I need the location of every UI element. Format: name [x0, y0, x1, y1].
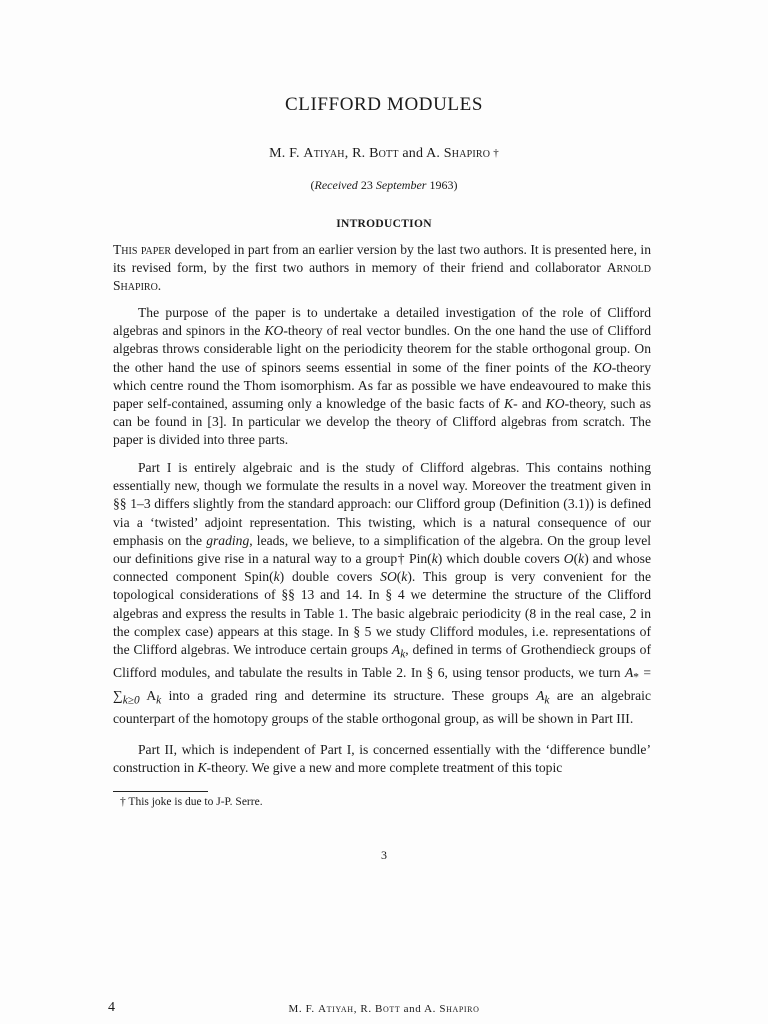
- running-head-author: Bott: [375, 1003, 401, 1015]
- section-heading-introduction: INTRODUCTION: [336, 218, 432, 230]
- math-a: A: [536, 687, 545, 703]
- math-k: k: [578, 551, 585, 567]
- paragraph-text: ). This group is very convenient for the topological considerations of §§ 13 and 14. In § 4 we determine the structure of the Clifford algebras and express the results in Table 1. The basic algebraic periodicity (8 in the real case, 2 in the complex case) appears at this stage. In § 5 we study Clifford modules, i.e. representations of the Clifford algebras. We introduce certain groups: [113, 569, 651, 658]
- running-head-author: Atiyah: [318, 1003, 354, 1015]
- paragraph-text: ) and whose connected component Spin(: [113, 551, 651, 585]
- lead-words: This paper: [113, 242, 172, 257]
- paragraph-text: .: [157, 278, 162, 294]
- math-subscript: *: [633, 671, 639, 684]
- paragraph-2: [113, 304, 651, 450]
- footnote-rule: [113, 791, 208, 792]
- running-head-text: and A.: [400, 1003, 440, 1015]
- author-bott: Bott: [369, 146, 399, 161]
- paragraph-3: [113, 459, 651, 728]
- paragraph-text: - and: [513, 396, 546, 412]
- emphasis-grading: grading: [206, 532, 250, 548]
- footnote: † This joke is due to J-P. Serre.: [120, 796, 263, 808]
- author-atiyah: Atiyah: [303, 146, 345, 161]
- running-head: [0, 1003, 768, 1015]
- running-head-text: , R.: [353, 1003, 376, 1015]
- running-head-author: Shapiro: [439, 1003, 480, 1015]
- paragraph-text: -theory. We give a new and more complete treatment of this topic: [206, 760, 563, 776]
- math-k: k: [273, 569, 280, 585]
- paragraph-text: The purpose of the paper is to undertake a detailed investigation of the role of Clifford algebras and spinors in the: [113, 305, 651, 339]
- page-number: 3: [381, 848, 387, 862]
- paragraph-text: (: [573, 551, 579, 567]
- paragraph-text: -theory of real vector bundles. On the one hand the use of Clifford algebras throws considerable light on the periodicity theorem for the stable orthogonal group. On the other hand the use of spinors seems essential in some of the finer points of the: [113, 323, 651, 375]
- paragraph-text: ) double covers: [279, 569, 381, 585]
- math-k: K: [504, 396, 514, 412]
- paragraph-text: , leads, we believe, to a simplification of the algebra. On the group level our definitions give rise in a natural way to a group† Pin(: [113, 532, 652, 567]
- paragraph-text: -theory, such as can be found in [3]. In particular we develop the theory of Clifford algebras from scratch. The paper is divided into three parts.: [113, 396, 652, 448]
- dedication-name: Arnold Shapiro: [113, 260, 651, 294]
- paragraph-4: [113, 741, 651, 777]
- paragraph-1: [113, 241, 651, 296]
- paragraph-text: are an algebraic counterpart of the homotopy groups of the stable orthogonal group, as will be shown in Part III.: [113, 687, 651, 726]
- math-k: k: [401, 569, 408, 585]
- running-head-text: M. F.: [288, 1003, 319, 1015]
- author-line: [0, 146, 768, 162]
- math-ko: KO: [264, 323, 284, 339]
- math-subscript: k: [156, 694, 162, 707]
- paragraph-text: -theory which centre round the Thom isomorphism. As far as possible we have endeavoured to make this paper self-contained, assuming only a knowledge of the basic facts of: [113, 359, 651, 412]
- received-year: 1963: [426, 178, 454, 192]
- math-subscript: k: [400, 648, 406, 661]
- received-month: September: [375, 178, 427, 192]
- math-sum: = ∑: [113, 664, 651, 703]
- math-subscript: k≥0: [122, 694, 140, 707]
- paragraph-text: A: [139, 687, 157, 703]
- math-a: A: [391, 642, 401, 658]
- math-subscript: k: [544, 694, 550, 707]
- author-initials: M. F.: [269, 146, 304, 161]
- paragraph-text: Part II, which is independent of Part I, is concerned essentially with the ‘difference bundle’ construction in: [113, 742, 651, 776]
- paragraph-text: Part I is entirely algebraic and is the study of Clifford algebras. This contains nothing essentially new, though we formulate the results in a novel way. Moreover the treatment given in §§ 1–3 differs slightly from the standard approach: our Clifford group (Definition (3.1)) is defined via a ‘twisted’ adjoint representation. This twisting, which is a natural consequence of our emphasis on the: [113, 460, 651, 548]
- math-a: A: [624, 664, 634, 680]
- author-separator: and A.: [398, 146, 444, 161]
- paragraph-text: , defined in terms of Grothendieck groups of Clifford modules, and tabulate the results in Table 2. In § 6, using tensor products, we turn: [113, 642, 651, 680]
- author-separator: , R.: [344, 146, 370, 161]
- math-ko: KO: [592, 359, 612, 375]
- received-label: Received: [314, 178, 358, 192]
- paper-title: CLIFFORD MODULES: [284, 94, 484, 115]
- paragraph-text: ) which double covers: [437, 551, 564, 567]
- math-k: k: [431, 551, 438, 567]
- math-k: K: [197, 760, 207, 776]
- dagger-mark: †: [493, 147, 499, 159]
- math-o: O: [563, 551, 574, 567]
- paragraph-text: (: [396, 569, 402, 585]
- author-shapiro: Shapiro: [443, 146, 491, 161]
- received-day: 23: [357, 178, 376, 192]
- math-ko: KO: [545, 396, 565, 412]
- paragraph-text: developed in part from an earlier version by the last two authors. It is presented here, in its revised form, by the first two authors in memory of their friend and collaborator: [113, 242, 651, 276]
- paragraph-text: into a graded ring and determine its structure. These groups: [161, 687, 537, 703]
- math-so: SO: [380, 569, 397, 585]
- next-page-number: 4: [108, 1000, 115, 1015]
- received-date: (Received 23 September 1963): [310, 178, 458, 192]
